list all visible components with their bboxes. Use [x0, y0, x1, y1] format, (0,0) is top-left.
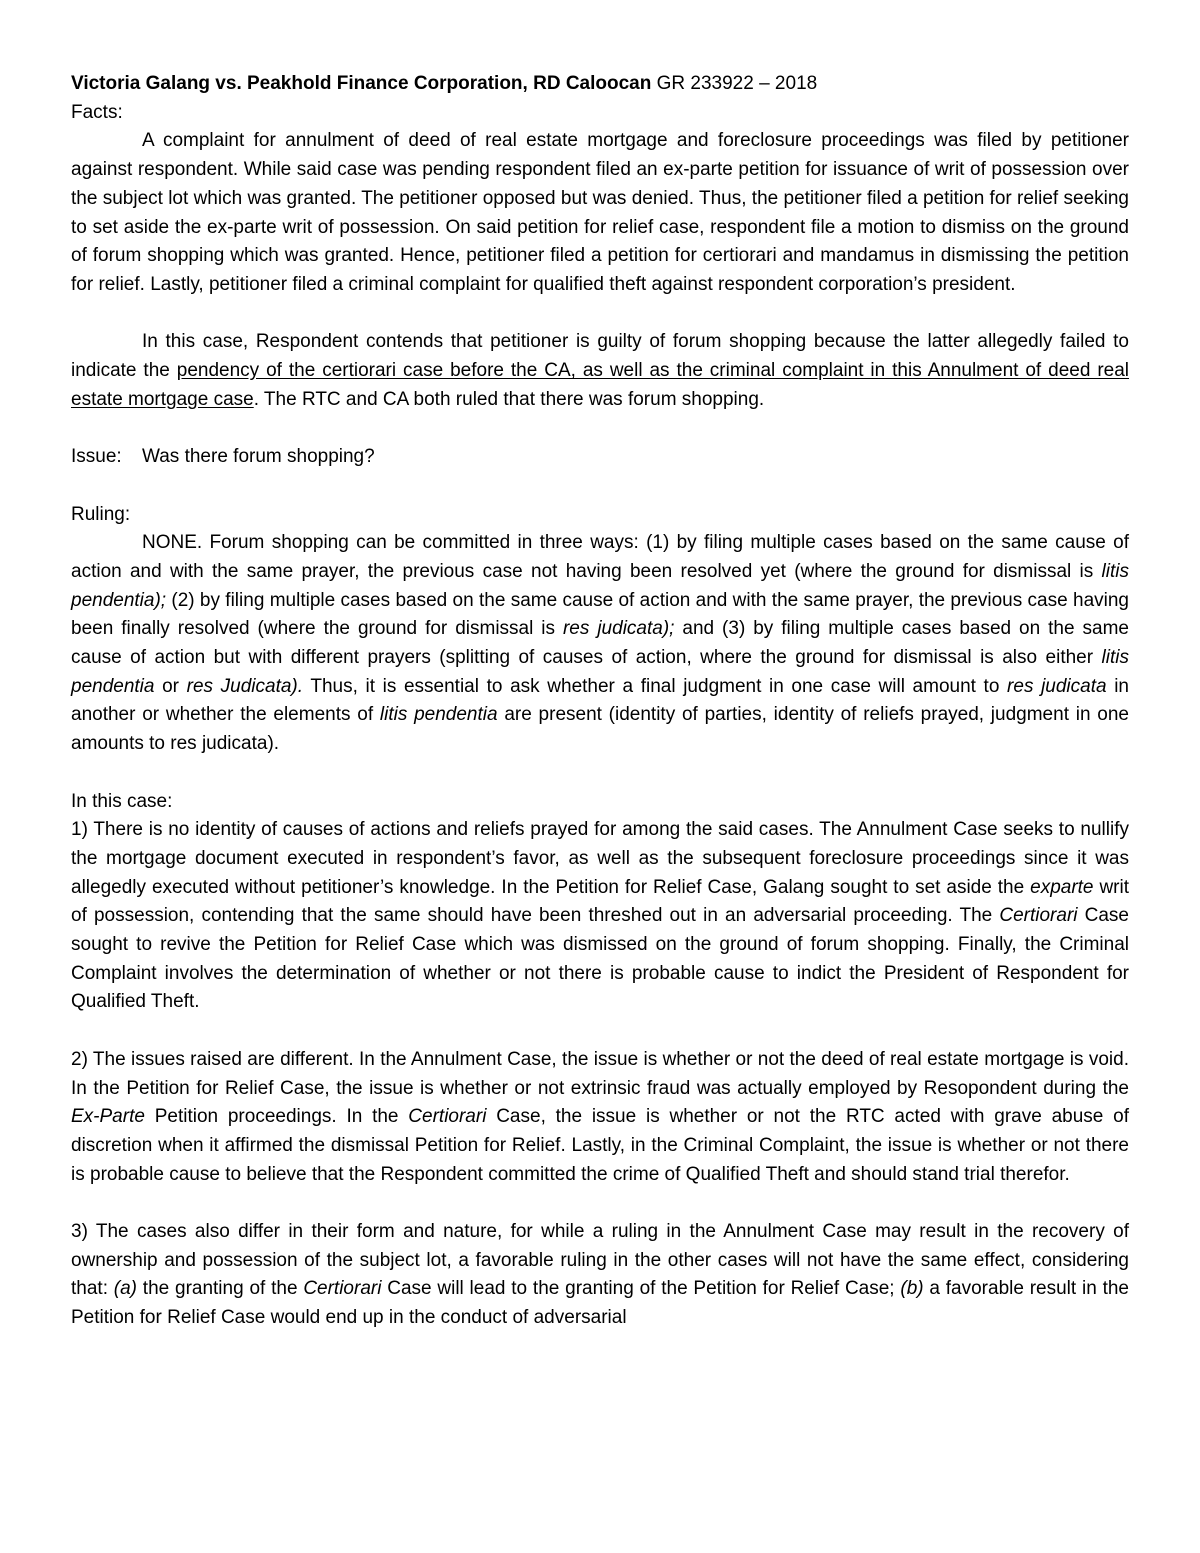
case-heading: [71, 70, 1129, 99]
spacer: [71, 300, 1129, 329]
spacer: [71, 414, 1129, 443]
case-reference: GR 233922 – 2018: [656, 73, 818, 94]
contention-paragraph: In this case, Respondent contends that petitioner is guilty of forum shopping because the latter allegedly failed to indicate the pendency of the certiorari case before the CA, as well as the criminal complaint in this Annulment of deed real estate mortgage case. The RTC and CA both ruled that there was forum shopping.: [71, 331, 1129, 410]
facts-label: Facts:: [71, 101, 123, 123]
issue-text: Was there forum shopping?: [142, 446, 375, 468]
spacer: [71, 472, 1129, 501]
spacer: [71, 1189, 1129, 1218]
spacer: [71, 759, 1129, 788]
issue-line: [71, 443, 1129, 472]
spacer: [71, 1017, 1129, 1046]
underlined-phrase: pendency of the certiorari case before the CA, as well as the criminal complaint in this Annulment of deed real estate mortgage case: [71, 360, 1129, 410]
point-1-paragraph: 1) There is no identity of causes of actions and reliefs prayed for among the said cases. The Annulment Case seeks to nullify the mortgage document executed in respondent’s favor, as well as the subsequent foreclosure proceedings since it was allegedly executed without petitioner’s knowledge. In the Petition for Relief Case, Galang sought to set aside the exparte writ of possession, contending that the same should have been threshed out in an adversarial proceeding. The Certiorari Case sought to revive the Petition for Relief Case which was dismissed on the ground of forum shopping. Finally, the Criminal Complaint involves the determination of whether or not there is probable cause to indict the President of Respondent for Qualified Theft.: [71, 819, 1129, 1013]
point-3-paragraph: 3) The cases also differ in their form and nature, for while a ruling in the Annulment Case may result in the recovery of ownership and possession of the subject lot, a favorable ruling in the other cases will not have the same effect, considering that: (a) the granting of the Certiorari Case will lead to the granting of the Petition for Relief Case; (b) a favorable result in the Petition for Relief Case would end up in the conduct of adversarial: [71, 1221, 1129, 1329]
facts-paragraph: A complaint for annulment of deed of real estate mortgage and foreclosure proceedings was filed by petitioner against respondent. While said case was pending respondent filed an ex-parte petition for issuance of writ of possession over the subject lot which was granted. The petitioner opposed but was denied. Thus, the petitioner filed a petition for relief seeking to set aside the ex-parte writ of possession. On said petition for relief case, respondent file a motion to dismiss on the ground of forum shopping which was granted. Hence, petitioner filed a petition for certiorari and mandamus in dismissing the petition for relief. Lastly, petitioner filed a criminal complaint for qualified theft against respondent corporation’s president.: [71, 130, 1129, 295]
point-2-paragraph: 2) The issues raised are different. In the Annulment Case, the issue is whether or not the deed of real estate mortgage is void. In the Petition for Relief Case, the issue is whether or not extrinsic fraud was actually employed by Resopondent during the Ex-Parte Petition proceedings. In the Certiorari Case, the issue is whether or not the RTC acted with grave abuse of discretion when it affirmed the dismissal Petition for Relief. Lastly, in the Criminal Complaint, the issue is whether or not there is probable cause to believe that the Respondent committed the crime of Qualified Theft and should stand trial therefor.: [71, 1048, 1129, 1185]
case-title: Victoria Galang vs. Peakhold Finance Corporation, RD Caloocan: [71, 73, 652, 94]
in-this-case-label: In this case:: [71, 790, 173, 812]
ruling-label: Ruling:: [71, 503, 131, 525]
ruling-paragraph: NONE. Forum shopping can be committed in three ways: (1) by filing multiple cases based on the same cause of action and with the same prayer, the previous case not having been resolved yet (where the ground for dismissal is litis pendentia); (2) by filing multiple cases based on the same cause of action and with the same prayer, the previous case having been finally resolved (where the ground for dismissal is res judicata); and (3) by filing multiple cases based on the same cause of action but with different prayers (splitting of causes of action, where the ground for dismissal is also either litis pendentia or res Judicata). Thus, it is essential to ask whether a final judgment in one case will amount to res judicata in another or whether the elements of litis pendentia are present (identity of parties, identity of reliefs prayed, judgment in one amounts to res judicata).: [71, 532, 1130, 755]
issue-label: Issue:: [71, 446, 122, 468]
